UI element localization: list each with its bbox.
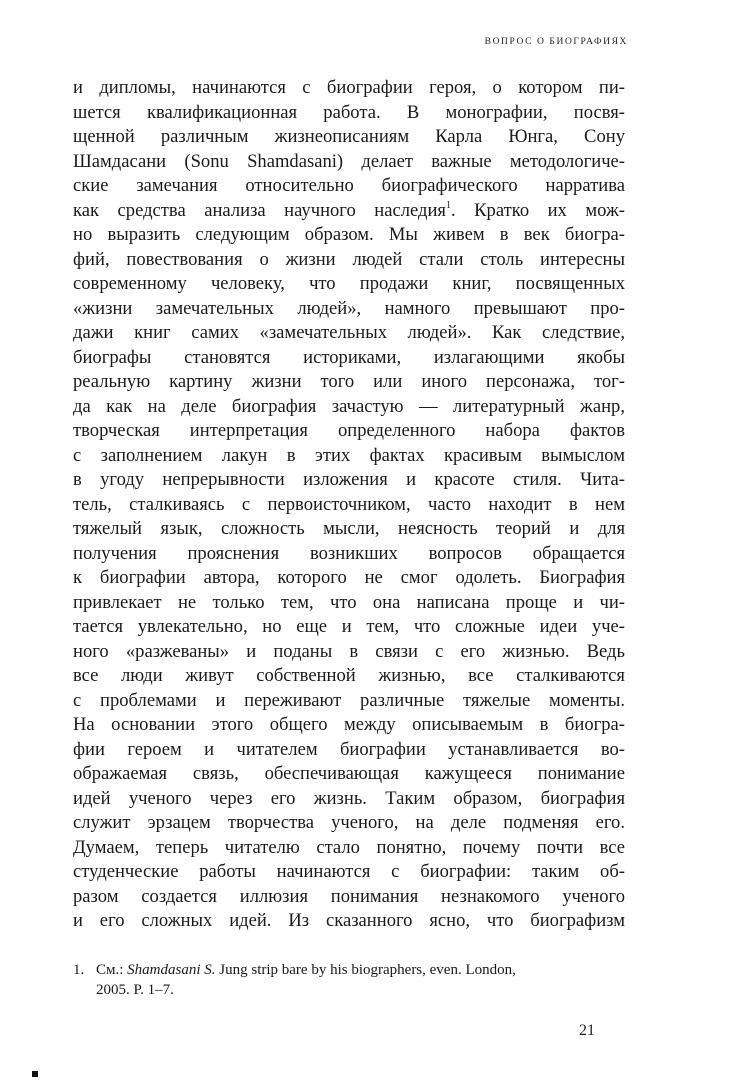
text-line: тяжелый язык, сложность мысли, неясность теорий и для	[73, 518, 625, 539]
text-line: служит эрзацем творчества ученого, на деле подменяя его.	[73, 812, 625, 833]
footnote-line	[73, 960, 625, 980]
text-line: ображаемая связь, обеспечивающая кажущееся понимание	[73, 763, 625, 784]
footnote-prefix: См.:	[96, 962, 128, 978]
text-line: да как на деле биография зачастую — литературный жанр,	[73, 395, 625, 417]
text-line: «жизни замечательных людей», намного превышают про-	[73, 297, 625, 319]
text-line: к биографии автора, которого не смог одолеть. Биография	[73, 567, 625, 588]
text-line: фии героем и читателем биографии устанавливается во-	[73, 738, 625, 760]
text-segment: как средства анализа научного наследия	[73, 199, 446, 221]
text-line-with-footnote	[73, 199, 625, 224]
text-line: реальную картину жизни того или иного персонажа, тог-	[73, 371, 625, 392]
text-segment: . Кратко их мож-	[450, 199, 625, 221]
footnote-reference[interactable]: 1	[445, 199, 451, 211]
scan-mark	[32, 1071, 38, 1077]
footnote-author: Shamdasani S.	[127, 962, 216, 978]
text-line: шется квалификационная работа. В монографии, посвя-	[73, 101, 625, 123]
footnote	[73, 960, 625, 1000]
text-line: фий, повествования о жизни людей стали столь интересны	[73, 248, 625, 270]
text-line: и дипломы, начинаются с биографии героя, о котором пи-	[73, 77, 625, 98]
text-line: ские замечания относительно биографического нарратива	[73, 175, 625, 196]
text-line: с проблемами и переживают различные тяжелые моменты.	[73, 689, 625, 711]
text-line: творческая интерпретация определенного набора фактов	[73, 420, 625, 441]
text-line: идей ученого через его жизнь. Таким образом, биография	[73, 787, 625, 809]
text-line: ного «разжеваны» и поданы в связи с его жизнью. Ведь	[73, 640, 625, 662]
text-line: с заполнением лакун в этих фактах красивым вымыслом	[73, 444, 625, 466]
text-line: щенной различным жизнеописаниям Карла Юнга, Сону	[73, 126, 625, 147]
body-text	[73, 76, 625, 934]
text-line: и его сложных идей. Из сказанного ясно, что биографизм	[73, 910, 625, 931]
text-line: биографы становятся историками, излагающими якобы	[73, 346, 625, 368]
text-line: разом создается иллюзия понимания незнакомого ученого	[73, 885, 625, 907]
text-line: все люди живут собственной жизнью, все сталкиваются	[73, 665, 625, 686]
text-line: дажи книг самих «замечательных людей». Как следствие,	[73, 322, 625, 343]
text-line: Думаем, теперь читателю стало понятно, почему почти все	[73, 836, 625, 858]
text-line: современному человеку, что продажи книг, посвященных	[73, 273, 625, 294]
footnote-line: 2005. P. 1–7.	[96, 982, 174, 998]
text-line: но выразить следующим образом. Мы живем в век биогра-	[73, 224, 625, 245]
text-line: получения прояснения возникших вопросов обращается	[73, 542, 625, 564]
text-line: На основании этого общего между описываемым в биогра-	[73, 714, 625, 735]
text-line: тель, сталкиваясь с первоисточником, часто находит в нем	[73, 493, 625, 515]
footnote-number: 1.	[73, 962, 85, 978]
text-line: тается увлекательно, но еще и тем, что сложные идеи уче-	[73, 616, 625, 637]
running-head: ВОПРОС О БИОГРАФИЯХ	[484, 37, 628, 47]
text-line: студенческие работы начинаются с биографии: таким об-	[73, 861, 625, 882]
page-number: 21	[579, 1022, 595, 1039]
footnote-title: Jung strip bare by his biographers, even. London,	[215, 962, 516, 978]
text-line: в угоду непрерывности изложения и красоте стиля. Чита-	[73, 469, 625, 490]
text-line: Шамдасани (Sonu Shamdasani) делает важные методологиче-	[73, 150, 625, 172]
text-line: привлекает не только тем, что она написана проще и чи-	[73, 591, 625, 613]
